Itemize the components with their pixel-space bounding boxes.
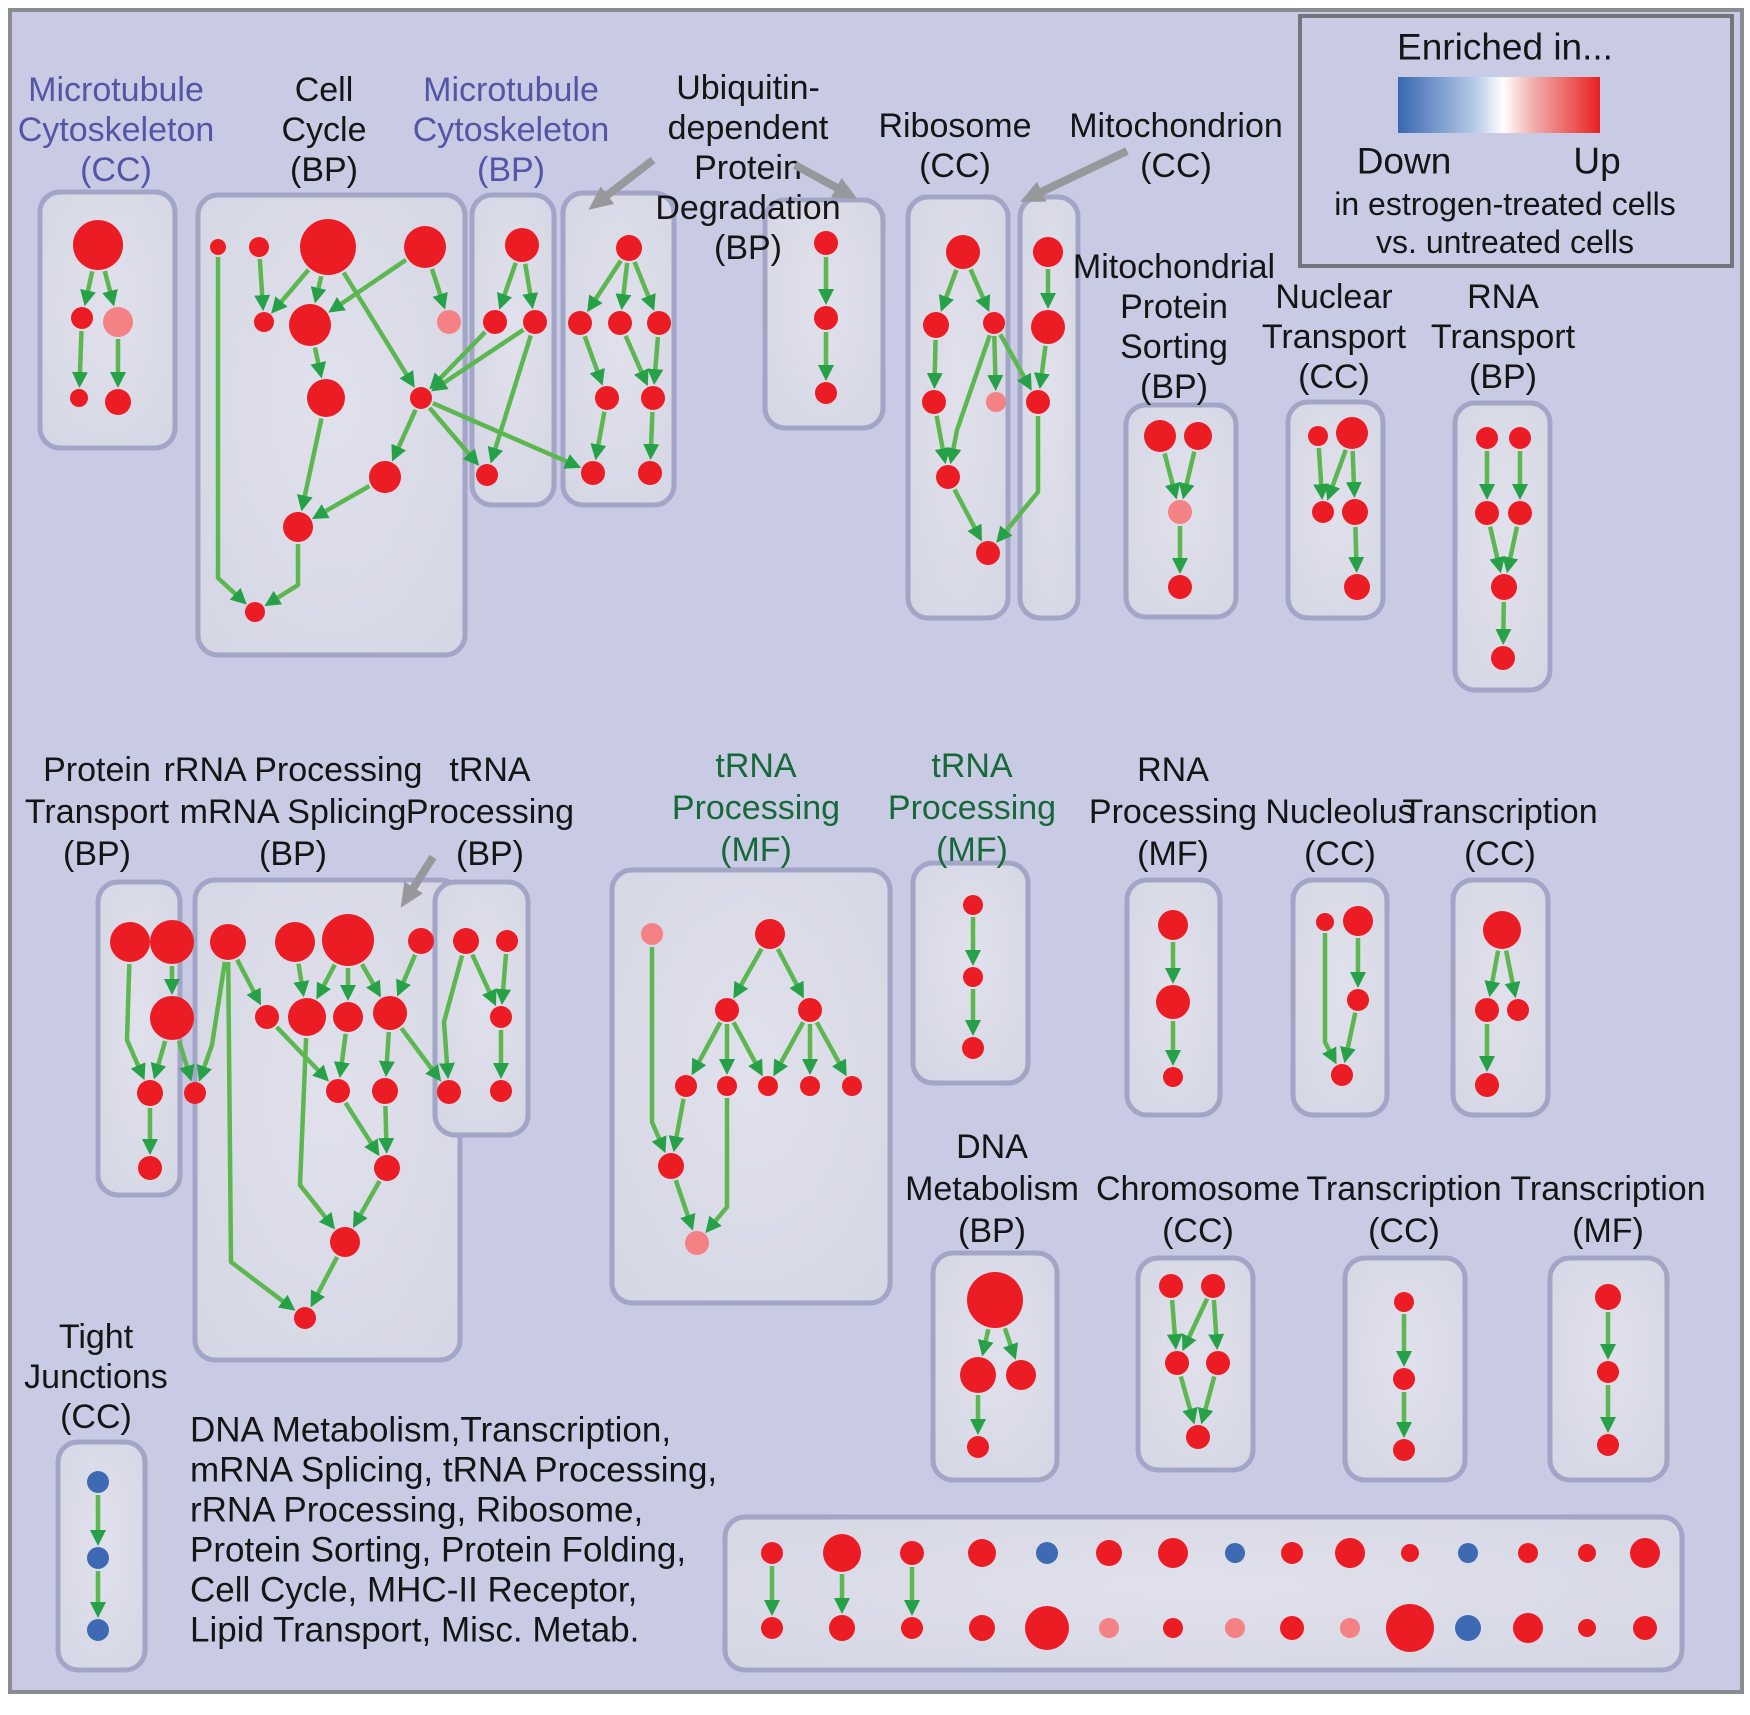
go-term-node-g3 <box>715 998 739 1022</box>
edge-tb2-tb3 <box>503 954 506 991</box>
cluster-label-transcription-cc-bottom-line1: Transcription <box>1306 1170 1502 1208</box>
cluster-label-nuclear-transport-line2: Transport <box>1261 318 1407 356</box>
go-term-node-z3 <box>87 1619 109 1641</box>
go-term-node-t6 <box>1491 646 1515 670</box>
go-term-node-q4 <box>408 928 434 954</box>
cluster-label-tight-junctions-line1: Tight <box>58 1318 134 1356</box>
go-term-node-a12b <box>1455 1615 1481 1641</box>
go-term-node-g10 <box>658 1153 684 1179</box>
go-term-node-t1 <box>1476 427 1498 449</box>
go-term-node-z1 <box>87 1471 109 1493</box>
cluster-label-microtubule-cc-line1: Microtubule <box>28 71 204 109</box>
cluster-label-trna-processing-mf-small-line1: tRNA <box>931 747 1013 785</box>
go-term-node-d4 <box>967 1436 989 1458</box>
go-term-node-mt2 <box>1031 310 1065 344</box>
go-term-node-h1 <box>963 895 983 915</box>
go-term-node-f3 <box>1393 1439 1415 1461</box>
go-term-node-q3 <box>322 914 374 966</box>
cluster-label-rna-transport-line2: Transport <box>1430 318 1576 356</box>
go-term-node-r7 <box>976 541 1000 565</box>
go-term-node-a5t <box>1036 1542 1058 1564</box>
go-term-node-r2 <box>923 312 949 338</box>
go-term-node-n3 <box>1312 501 1334 523</box>
misc-category-text <box>190 1411 717 1650</box>
cluster-label-transcription-mf-line2: (MF) <box>1572 1212 1644 1250</box>
go-term-node-a10b <box>1340 1618 1360 1638</box>
go-term-node-a7b <box>1163 1618 1183 1638</box>
edge-q2-q6 <box>299 964 302 984</box>
go-term-node-a11t <box>1401 1544 1419 1562</box>
go-term-node-s1 <box>1144 420 1176 452</box>
misc-text-line3: rRNA Processing, Ribosome, <box>190 1490 644 1530</box>
go-term-node-q9 <box>326 1079 350 1103</box>
edge-r3-r5 <box>994 336 995 377</box>
cluster-label-microtubule-cc-line3: (CC) <box>80 151 152 189</box>
cluster-label-ubiquitin-degradation-a-line5: (BP) <box>714 229 782 267</box>
go-term-node-v1 <box>814 231 838 255</box>
cluster-label-trna-processing-mf-small-line2: Processing <box>887 789 1057 827</box>
cluster-label-mitochondrion-cc-line1: Mitochondrion <box>1069 107 1283 145</box>
go-term-node-k3 <box>1507 999 1529 1021</box>
go-term-node-p5 <box>138 1156 162 1180</box>
go-term-node-n4 <box>1342 499 1368 525</box>
cluster-label-trna-processing-bp-line3: (BP) <box>456 835 524 873</box>
edge-u4-u6 <box>655 337 658 371</box>
cluster-label-trna-processing-mf-big-line2: Processing <box>671 789 841 827</box>
cluster-label-rrna-mrna-line1: rRNA Processing <box>163 751 423 789</box>
go-term-node-c8 <box>307 379 345 417</box>
go-term-node-h3 <box>962 1037 984 1059</box>
go-term-node-a4b <box>969 1615 995 1641</box>
legend-title: Enriched in... <box>1397 26 1613 68</box>
go-term-node-c9 <box>410 387 432 409</box>
go-term-node-a12t <box>1458 1543 1478 1563</box>
cluster-box-misc-strip <box>725 1517 1682 1670</box>
go-term-node-m3 <box>103 307 133 337</box>
cluster-label-microtubule-bp-line2: Cytoskeleton <box>412 111 610 149</box>
go-term-node-g4 <box>798 998 822 1022</box>
go-term-node-n2 <box>1336 417 1368 449</box>
go-term-node-a8b <box>1225 1618 1245 1638</box>
go-term-node-p4 <box>137 1080 163 1106</box>
cluster-label-nucleolus-cc-line1: Nucleolus <box>1265 793 1415 831</box>
go-term-node-v3 <box>815 382 837 404</box>
go-term-node-d2 <box>960 1357 996 1393</box>
go-term-node-i1 <box>1158 910 1188 940</box>
cluster-label-rna-transport-line3: (BP) <box>1469 358 1537 396</box>
go-term-node-j4 <box>1331 1064 1353 1086</box>
go-term-node-tb4 <box>437 1080 461 1104</box>
cluster-label-protein-transport-line3: (BP) <box>63 835 131 873</box>
go-term-node-a9t <box>1281 1542 1303 1564</box>
cluster-label-chromosome-cc-line1: Chromosome <box>1095 1170 1301 1208</box>
go-term-node-e5 <box>1186 1425 1210 1449</box>
go-term-node-a15t <box>1630 1538 1660 1568</box>
cluster-label-trna-processing-mf-small-line3: (MF) <box>936 831 1008 869</box>
edge-c2-c5 <box>260 259 263 297</box>
edge-c3-c6 <box>318 276 321 290</box>
go-term-node-a13b <box>1513 1613 1543 1643</box>
edge-u6-u8 <box>651 412 652 446</box>
go-term-node-mt1 <box>1033 237 1063 267</box>
cluster-label-mito-protein-sorting-line3: Sorting <box>1120 328 1228 366</box>
misc-text-line5: Cell Cycle, MHC-II Receptor, <box>190 1570 638 1610</box>
cluster-label-nuclear-transport-line3: (CC) <box>1298 358 1370 396</box>
go-term-node-k2 <box>1475 998 1499 1022</box>
go-term-node-d3 <box>1006 1360 1036 1390</box>
go-term-node-u6 <box>641 386 665 410</box>
cluster-label-rna-processing-mf-line3: (MF) <box>1137 835 1209 873</box>
cluster-label-mito-protein-sorting-line4: (BP) <box>1140 368 1208 406</box>
go-term-node-u1 <box>616 235 642 261</box>
go-term-node-c12 <box>245 602 265 622</box>
cluster-label-dna-metabolism-line1: DNA <box>956 1128 1028 1166</box>
go-term-node-c4 <box>404 226 446 268</box>
go-term-node-g1 <box>641 923 663 945</box>
go-term-node-m4 <box>70 389 88 407</box>
edge-n2-n4 <box>1353 451 1354 484</box>
go-term-node-a14t <box>1578 1544 1596 1562</box>
go-term-node-e2 <box>1201 1274 1225 1298</box>
cluster-label-transcription-cc-top-line1: Transcription <box>1402 793 1598 831</box>
go-term-node-m2 <box>71 307 93 329</box>
edge-n1-n3 <box>1319 448 1322 486</box>
go-term-node-s4 <box>1168 575 1192 599</box>
go-term-node-w2 <box>1597 1361 1619 1383</box>
cluster-label-cell-cycle-line1: Cell <box>294 71 354 109</box>
go-term-node-t3 <box>1475 501 1499 525</box>
go-term-node-a2t <box>823 1534 861 1572</box>
go-term-node-a8t <box>1225 1543 1245 1563</box>
go-term-node-a7t <box>1158 1538 1188 1568</box>
go-term-node-t2 <box>1509 427 1531 449</box>
go-term-node-n1 <box>1308 426 1328 446</box>
go-term-node-u7 <box>581 461 605 485</box>
go-term-node-u4 <box>647 311 671 335</box>
cluster-label-ribosome-cc-line2: (CC) <box>919 147 991 185</box>
go-term-node-r5 <box>986 392 1006 412</box>
go-term-node-r4 <box>922 390 946 414</box>
legend-gradient-bar <box>1398 77 1600 133</box>
go-term-node-i3 <box>1163 1067 1183 1087</box>
cluster-label-rna-transport-line1: RNA <box>1467 278 1539 316</box>
cluster-label-rna-processing-mf-line1: RNA <box>1137 751 1209 789</box>
go-term-node-e1 <box>1159 1274 1183 1298</box>
go-term-node-m5 <box>105 389 131 415</box>
go-term-node-k1 <box>1483 911 1521 949</box>
go-term-node-f1 <box>1394 1292 1414 1312</box>
go-term-node-g2 <box>755 919 785 949</box>
cluster-label-nuclear-transport-line1: Nuclear <box>1275 278 1393 316</box>
cluster-label-dna-metabolism-line2: Metabolism <box>905 1170 1079 1208</box>
edge-d1-d2 <box>985 1329 988 1343</box>
cluster-label-rna-processing-mf-line2: Processing <box>1088 793 1258 831</box>
go-term-node-c2 <box>249 237 269 257</box>
go-term-node-a14b <box>1578 1619 1596 1637</box>
cluster-label-mitochondrion-cc-line2: (CC) <box>1140 147 1212 185</box>
go-term-node-s3 <box>1168 500 1192 524</box>
go-term-node-tb1 <box>453 928 479 954</box>
cluster-label-trna-processing-bp-line1: tRNA <box>449 751 531 789</box>
go-term-node-r1 <box>946 235 980 269</box>
go-term-node-b33 <box>523 310 547 334</box>
cluster-label-nucleolus-cc-line2: (CC) <box>1304 835 1376 873</box>
go-term-node-q2 <box>275 922 315 962</box>
go-term-node-q1 <box>210 924 246 960</box>
cluster-label-microtubule-bp-line1: Microtubule <box>423 71 599 109</box>
cluster-label-transcription-cc-bottom-line2: (CC) <box>1368 1212 1440 1250</box>
go-term-node-tb3 <box>490 1006 512 1028</box>
cluster-label-ubiquitin-degradation-a-line3: Protein <box>694 149 802 187</box>
go-term-node-c3 <box>300 219 356 275</box>
go-term-node-u8 <box>638 461 662 485</box>
cluster-label-tight-junctions-line2: Junctions <box>24 1358 168 1396</box>
go-term-node-q5 <box>255 1005 279 1029</box>
cluster-label-mito-protein-sorting-line1: Mitochondrial <box>1072 248 1276 286</box>
go-term-node-j2 <box>1343 906 1373 936</box>
misc-text-line6: Lipid Transport, Misc. Metab. <box>190 1610 640 1650</box>
go-term-node-c7 <box>437 310 461 334</box>
cluster-label-ubiquitin-degradation-a-line2: dependent <box>667 109 829 147</box>
go-term-node-j3 <box>1347 989 1369 1011</box>
go-term-node-a11b <box>1386 1604 1434 1652</box>
go-term-node-r6 <box>936 465 960 489</box>
go-term-node-q12 <box>330 1227 360 1257</box>
go-term-node-a9b <box>1280 1616 1304 1640</box>
go-term-node-q6 <box>288 998 326 1036</box>
cluster-label-transcription-cc-top-line2: (CC) <box>1464 835 1536 873</box>
legend-down-label: Down <box>1356 140 1452 182</box>
edge-m2-m4 <box>80 331 82 374</box>
cluster-label-protein-transport-line2: Transport <box>24 793 170 831</box>
edge-n4-n5 <box>1355 527 1356 559</box>
go-term-node-w1 <box>1595 1284 1621 1310</box>
go-term-node-i2 <box>1156 985 1190 1019</box>
go-term-node-a13t <box>1518 1543 1538 1563</box>
cluster-label-cell-cycle-line2: Cycle <box>281 111 367 149</box>
go-term-node-s2 <box>1184 422 1212 450</box>
legend-up-label: Up <box>1573 140 1621 182</box>
cluster-label-cell-cycle-line3: (BP) <box>290 151 358 189</box>
cluster-label-transcription-mf-line1: Transcription <box>1510 1170 1706 1208</box>
go-term-node-q8 <box>373 996 407 1030</box>
go-term-node-a4t <box>968 1539 996 1567</box>
go-term-node-mt3 <box>1026 390 1050 414</box>
go-term-node-a6t <box>1096 1540 1122 1566</box>
go-term-node-q0 <box>184 1082 206 1104</box>
go-term-node-a2b <box>829 1615 855 1641</box>
go-term-node-a5b <box>1025 1606 1069 1650</box>
cluster-label-mito-protein-sorting-line2: Protein <box>1120 288 1228 326</box>
go-term-node-t4 <box>1508 501 1532 525</box>
go-term-node-u3 <box>608 311 632 335</box>
edge-q8-q10 <box>387 1032 389 1063</box>
misc-text-line4: Protein Sorting, Protein Folding, <box>190 1530 687 1570</box>
go-term-node-c11 <box>283 512 313 542</box>
go-term-node-w3 <box>1597 1434 1619 1456</box>
legend <box>1300 16 1732 266</box>
go-term-node-a1t <box>761 1542 783 1564</box>
edge-e1-e3 <box>1172 1300 1175 1336</box>
go-term-node-c10 <box>369 461 401 493</box>
go-term-node-v2 <box>814 306 838 330</box>
go-term-node-g8 <box>800 1076 820 1096</box>
cluster-label-trna-processing-mf-big-line3: (MF) <box>720 831 792 869</box>
go-term-node-a1b <box>761 1617 783 1639</box>
go-term-node-c6 <box>289 304 331 346</box>
edge-e2-e4 <box>1214 1300 1216 1336</box>
cluster-label-protein-transport-line1: Protein <box>43 751 151 789</box>
go-term-node-b32 <box>483 310 507 334</box>
go-term-node-b31 <box>505 228 539 262</box>
go-term-node-a15b <box>1633 1616 1657 1640</box>
go-term-node-m1 <box>73 220 123 270</box>
go-term-node-k4 <box>1475 1073 1499 1097</box>
go-term-node-j1 <box>1316 913 1334 931</box>
cluster-label-ubiquitin-degradation-a-line4: Degradation <box>655 189 841 227</box>
go-term-node-q11 <box>374 1155 400 1181</box>
legend-subtitle-2: vs. untreated cells <box>1376 224 1634 260</box>
cluster-label-microtubule-bp-line3: (BP) <box>477 151 545 189</box>
go-term-node-c1 <box>210 239 226 255</box>
go-term-node-g9 <box>842 1076 862 1096</box>
go-term-node-u5 <box>595 386 619 410</box>
cluster-label-microtubule-cc-line2: Cytoskeleton <box>17 111 215 149</box>
go-term-node-a10t <box>1335 1538 1365 1568</box>
go-term-node-h2 <box>963 967 983 987</box>
cluster-label-ribosome-cc-line1: Ribosome <box>878 107 1032 145</box>
go-term-node-tb5 <box>490 1080 512 1102</box>
cluster-label-ubiquitin-degradation-a-line1: Ubiquitin- <box>676 69 820 107</box>
go-term-node-p3 <box>150 996 194 1040</box>
go-term-node-b34 <box>476 464 498 486</box>
go-term-node-g5 <box>675 1075 697 1097</box>
go-term-node-tb2 <box>496 930 518 952</box>
go-term-node-g7 <box>758 1076 778 1096</box>
cluster-label-rrna-mrna-line3: (BP) <box>259 835 327 873</box>
go-term-node-f2 <box>1393 1368 1415 1390</box>
edge-r2-r4 <box>935 340 936 375</box>
go-term-node-a3b <box>901 1617 923 1639</box>
cluster-label-trna-processing-mf-big-line1: tRNA <box>715 747 797 785</box>
cluster-label-trna-processing-bp-line2: Processing <box>405 793 575 831</box>
go-term-node-u2 <box>568 311 592 335</box>
go-term-node-q7 <box>333 1002 363 1032</box>
go-term-node-q10 <box>372 1078 398 1104</box>
go-term-node-a6b <box>1099 1618 1119 1638</box>
go-term-node-p2 <box>150 920 194 964</box>
go-term-node-q13 <box>294 1307 316 1329</box>
go-term-node-p1 <box>110 922 150 962</box>
cluster-label-tight-junctions-line3: (CC) <box>60 1398 132 1436</box>
go-term-node-g6 <box>717 1076 737 1096</box>
misc-text-line2: mRNA Splicing, tRNA Processing, <box>190 1450 718 1490</box>
edge-q10-q11 <box>385 1106 386 1140</box>
go-term-node-t5 <box>1491 574 1517 600</box>
go-term-node-c5 <box>254 312 274 332</box>
go-term-node-e4 <box>1206 1351 1230 1375</box>
go-term-node-n5 <box>1344 574 1370 600</box>
cluster-label-dna-metabolism-line3: (BP) <box>958 1212 1026 1250</box>
go-term-node-g11 <box>685 1231 709 1255</box>
cluster-label-chromosome-cc-line2: (CC) <box>1162 1212 1234 1250</box>
legend-subtitle-1: in estrogen-treated cells <box>1334 186 1676 222</box>
go-term-node-z2 <box>87 1547 109 1569</box>
go-term-node-d1 <box>967 1272 1023 1328</box>
cluster-label-rrna-mrna-line2: mRNA Splicing <box>179 793 407 831</box>
go-term-node-e3 <box>1165 1351 1189 1375</box>
misc-text-line1: DNA Metabolism,Transcription, <box>190 1410 672 1450</box>
go-term-node-r3 <box>983 312 1005 334</box>
go-term-node-a3t <box>900 1541 924 1565</box>
